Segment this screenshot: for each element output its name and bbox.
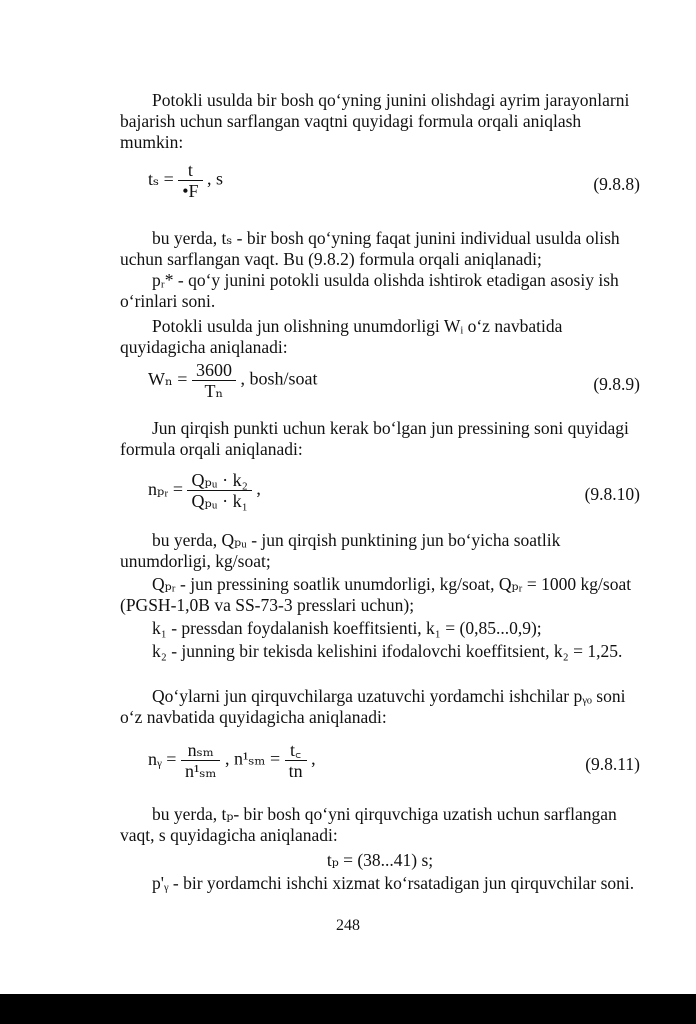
paragraph-qpu-definition: bu yerda, Qₚᵤ - jun qirqish punktining jun bo‘yicha soatlik unumdorligi, kg/soat;	[120, 530, 561, 571]
paragraph-ts-definition: bu yerda, tₛ - bir bosh qo‘yning faqat junini individual usulda olish uchun sarflangan vaqt. Bu (9.8.2) formula orqali aniqlanadi;	[120, 228, 620, 269]
paragraph-k2-definition: k₂ - junning bir tekisda kelishini ifodalovchi koeffitsient, k₂ = 1,25.	[152, 641, 623, 661]
fraction: $\frac{\text{Qₚᵤ · k₂}}{\text{Qₚᵤ · k₁}}$	[187, 470, 251, 511]
equation-number: (9.8.10)	[584, 484, 640, 504]
paragraph-press-count: Jun qirqish punkti uchun kerak bo‘lgan jun pressining soni quyidagi formula orqali aniqlanadi:	[120, 418, 629, 459]
paragraph-intro: Potokli usulda bir bosh qo‘yning junini olishdagi ayrim jarayonlarni bajarish uchun sarflangan vaqtni quyidagi formula orqali aniqlash mumkin:	[120, 90, 630, 152]
paragraph-tp-definition: bu yerda, tₚ- bir bosh qo‘yni qirquvchiga uzatish uchun sarflangan vaqt, s quyidagicha aniqlanadi:	[120, 804, 617, 845]
equation-9-8-11: nᵧ = $\frac{\text{nₛₘ}}{\text{n¹ₛₘ}}$ , n¹ₛₘ = $\frac{t꜀}{tn}$ , (9.8.11)	[148, 740, 640, 781]
paragraph-pr-definition: pᵣ* - qo‘y junini potokli usulda olishda ishtirok etadigan asosiy ish o‘rinlari soni.	[120, 270, 619, 311]
scan-border	[0, 994, 696, 1024]
equation-9-8-10: nₚᵣ = $\frac{\text{Qₚᵤ · k₂}}{\text{Qₚᵤ · k₁}}$ , (9.8.10)	[148, 470, 640, 511]
fraction: $\frac{t}{•F}$	[178, 160, 202, 201]
paragraph-helpers: Qo‘ylarni jun qirquvchilarga uzatuvchi yordamchi ishchilar pᵧₒ soni o‘z navbatida quyidagicha aniqlanadi:	[120, 686, 626, 727]
paragraph-productivity: Potokli usulda jun olishning unumdorligi Wᵢ o‘z navbatida quyidagicha aniqlanadi:	[120, 316, 563, 357]
paragraph-k1-definition: k₁ - pressdan foydalanish koeffitsienti, k₁ = (0,85...0,9);	[152, 618, 542, 638]
fraction: $\frac{t꜀}{tn}$	[285, 740, 307, 781]
paragraph-py-definition: p'ᵧ - bir yordamchi ishchi xizmat ko‘rsatadigan jun qirquvchilar soni.	[152, 873, 635, 893]
equation-9-8-8: tₛ = $\frac{t}{•F}$ , s (9.8.8)	[148, 160, 640, 201]
paragraph-qpr-definition: Qₚᵣ - jun pressining soatlik unumdorligi, kg/soat, Qₚᵣ = 1000 kg/soat (PGSH-1,0B va SS-73-3 presslari uchun);	[120, 574, 632, 615]
fraction: $\frac{\text{nₛₘ}}{\text{n¹ₛₘ}}$	[181, 740, 221, 781]
paragraph-tp-value: tₚ = (38...41) s;	[326, 850, 434, 870]
equation-9-8-9: Wₙ = $\frac{3600}{\text{Tₙ}}$ , bosh/soat (9.8.9)	[148, 360, 640, 401]
equation-number: (9.8.11)	[585, 754, 640, 774]
page-number: 248	[336, 917, 360, 934]
equation-number: (9.8.8)	[593, 174, 640, 194]
fraction: $\frac{3600}{\text{Tₙ}}$	[192, 360, 236, 401]
equation-number: (9.8.9)	[593, 374, 640, 394]
